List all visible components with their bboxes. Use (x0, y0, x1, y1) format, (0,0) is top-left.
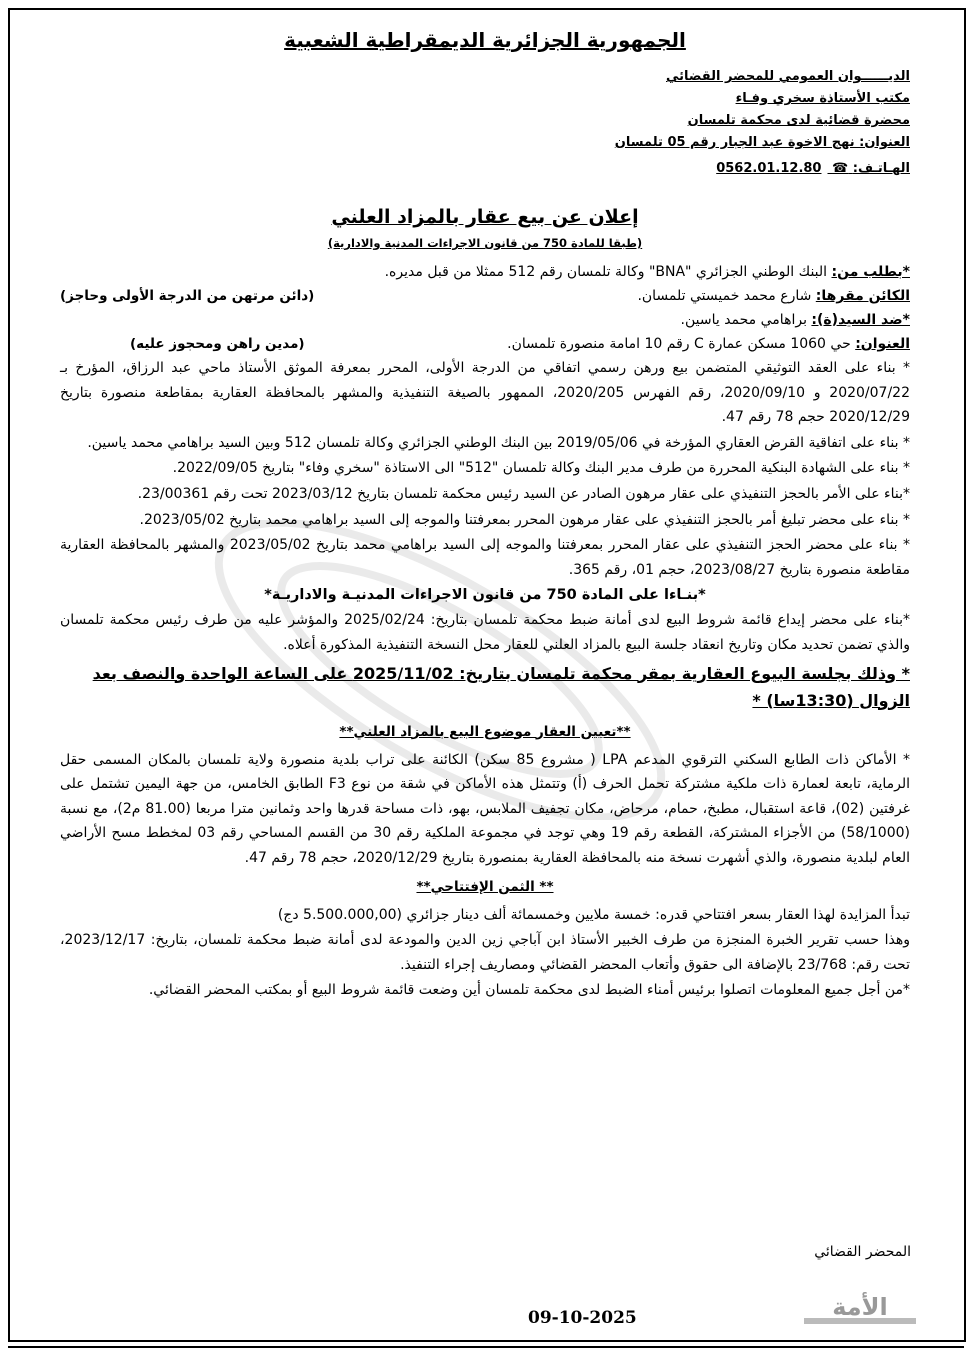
office-address: العنوان: نهج الاخوة عبد الجبار رقم 05 تلمسان (614, 135, 910, 150)
phone-label: الهـاتـف: (852, 161, 910, 176)
address-row (60, 332, 910, 356)
price-opening: تبدأ المزايدة لهذا العقار بسعر افتتاحي قدره: خمسة ملايين وخمسمائة ألف دينار جزائري (5.500.000,00 دج) (277, 906, 910, 923)
requester-text: البنك الوطني الجزائري "BNA" وكالة تلمسان رقم 512 ممثلا من قبل مديره. (384, 264, 832, 280)
paragraph-certificate: * بناء على الشهادة البنكية المحررة من طرف مدير البنك وكالة تلمسان "512" الى الاستاذة "سخري وفاء" بتاريخ 2022/09/05. (172, 460, 910, 477)
office-phone (60, 158, 910, 180)
seat-label: الكائن مقرها: (815, 288, 910, 304)
signature-label: المحضر القضائي (814, 1244, 911, 1260)
legal-basis: *بنـاءا على المادة 750 من قانون الاجراءات المدنيـة والاداريـة* (264, 587, 706, 604)
notice-subtitle: (طبقا للمادة 750 من قانون الاجراءات المدنية والادارية) (327, 236, 643, 250)
paragraph-deposit: *بناء على محضر إيداع قائمة شروط البيع لدى أمانة ضبط محكمة تلمسان بتاريخ: 2025/02/24 والمؤشر عليه من طرف رئيس محكمة تلمسان والذي تضمن تحديد مكان وتاريخ انعقاد جلسة البيع بالمزاد العلني للعقار محل النسخة التنفيذية المذكورة أعلاه. (60, 612, 910, 653)
bottom-divider (8, 1346, 964, 1352)
phone-icon: ☎ (832, 161, 849, 176)
price-expertise: وهذا حسب تقرير الخبرة المنجزة من طرف الخبير الأستاذ ابن آباجي زين الدين والمودعة لدى أمانة ضبط محكمة تلمسان، بتاريخ: 2023/12/17، تحت رقم: 23/768 بالإضافة الى حقوق وأتعاب المحضر القضائي ومصاريف إجراء التنفيذ. (60, 932, 910, 973)
paragraph-deed: * بناء على العقد التوثيقي المتضمن بيع ورهن رسمي اتفاقي من الدرجة الأولى، المحرر بمعرفة الموثق الأستاذ ماحي عبد الرزاق، المؤرخ بـ 2020/07/22 و 2020/09/10، رقم الفهرس 2020/205، الممهور بالصيغة التنفيذية والمشهر بالمحافظة العقارية بمقاطعة منصورة بتاريخ 2020/12/29 حجم 78 رقم 47. (60, 360, 910, 426)
address-label: العنوان: (855, 336, 910, 352)
against-label: *ضد السيد(ة): (811, 312, 910, 328)
publication-date: 09-10-2025 (528, 1308, 637, 1328)
republic-heading: الجمهورية الجزائرية الديمقراطية الشعبية (284, 28, 686, 52)
logo-text: الأمة (832, 1293, 888, 1321)
office-name: مكتب الأستاذة سخري وفـاء (735, 91, 910, 106)
office-line: الديــــــوان العمومي للمحضر القضائي (666, 69, 910, 84)
paragraph-seizure-record: * بناء على محضر الحجز التنفيذي على عقار المحرر بمعرفتنا والموجه إلى السيد براهامي محمد بتاريخ 2023/05/02 والمشهر بالمحافظة العقارية مقاطعة منصورة بتاريخ 2023/08/27، حجم 01، رقم 365. (60, 537, 910, 578)
address-text: حي 1060 مسكن عمارة C رقم 10 امامة منصورة تلمسان. (507, 336, 856, 352)
document-body (60, 28, 910, 1004)
creditor-tag: (دائن مرتهن من الدرجة الأولى وحاجز) (60, 288, 315, 304)
seat-text: شارع محمد خميستي تلمسان. (637, 288, 816, 304)
requester-label: *بطلب من: (831, 264, 910, 280)
paragraph-loan: * بناء على اتفاقية القرض العقاري المؤرخة في 2019/05/06 بين البنك الوطني الجزائري وكالة تلمسان 512 وبين السيد براهامي محمد ياسين. (87, 434, 910, 451)
price-heading: ** الثمن الإفتتاحي** (416, 878, 554, 895)
debtor-tag: (مدين راهن ومحجوز عليه) (130, 336, 305, 352)
requester-row (60, 260, 910, 284)
price-contact: *من أجل جميع المعلومات اتصلوا برئيس أمناء الضبط لدى محكمة تلمسان أين وضعت قائمة شروط البيع أو بمكتب المحضر القضائي. (148, 982, 910, 999)
office-court: محضرة قضائية لدى محكمة تلمسان (687, 113, 910, 128)
phone-number: 0562.01.12.80 (716, 161, 822, 176)
auction-session: * وذلك بجلسة البيوع العقارية بمقر محكمة تلمسان بتاريخ: 2025/11/02 على الساعة الواحدة والنصف بعد الزوال (13:30سا) * (92, 663, 910, 710)
newspaper-logo-icon (804, 1288, 916, 1328)
property-description: * الأماكن ذات الطابع السكني الترقوي المدعم LPA ( مشروع 85 سكن) الكائنة على تراب بلدية منصورة ولاية تلمسان بالمكان المسمى حقل الرماية، تابعة لعمارة ذات ملكية مشتركة تحمل الحرف (أ) وتتمثل هذه الأماكن في شقة من نوع F3 الطابق الخامس، من جهة اليمين تشتمل على غرفتين (02)، قاعة استقبال، مطبخ، حمام، مرحاض، مكان تجفيف الملابس، بهو، ذات مساحة قدرها واحد وثمانين مترا مربعا (81.00 م2)، مع نسبة (58/1000) من الأجزاء المشتركة، القطعة رقم 19 وهي توجد في مجموعة الملكية رقم 30 من القسم المساحي رقم 03 لمخطط مسح الأراضي العام لبلدية منصورة، والذي أشهرت نسخة منه بالمحافظة العقارية بمنصورة بتاريخ 2020/12/29، حجم 78 رقم 47. (60, 751, 910, 866)
notice-title: إعلان عن بيع عقار بالمزاد العلني (331, 206, 639, 228)
against-row (60, 308, 910, 332)
property-heading: **تعيين العقار موضوع البيع بالمزاد العلني** (339, 723, 631, 740)
paragraph-seizure-order: *بناء على الأمر بالحجز التنفيذي على عقار مرهون الصادر عن السيد رئيس محكمة تلمسان بتاريخ 2023/03/12 تحت رقم 23/00361. (137, 485, 910, 502)
against-text: براهامي محمد ياسين. (680, 312, 812, 328)
seat-row (60, 284, 910, 308)
paragraph-notification: * بناء على محضر تبليغ أمر بالحجز التنفيذي على عقار مرهون المحرر بمعرفتنا والموجه إلى السيد براهامي محمد بتاريخ 2023/05/02. (139, 511, 910, 528)
